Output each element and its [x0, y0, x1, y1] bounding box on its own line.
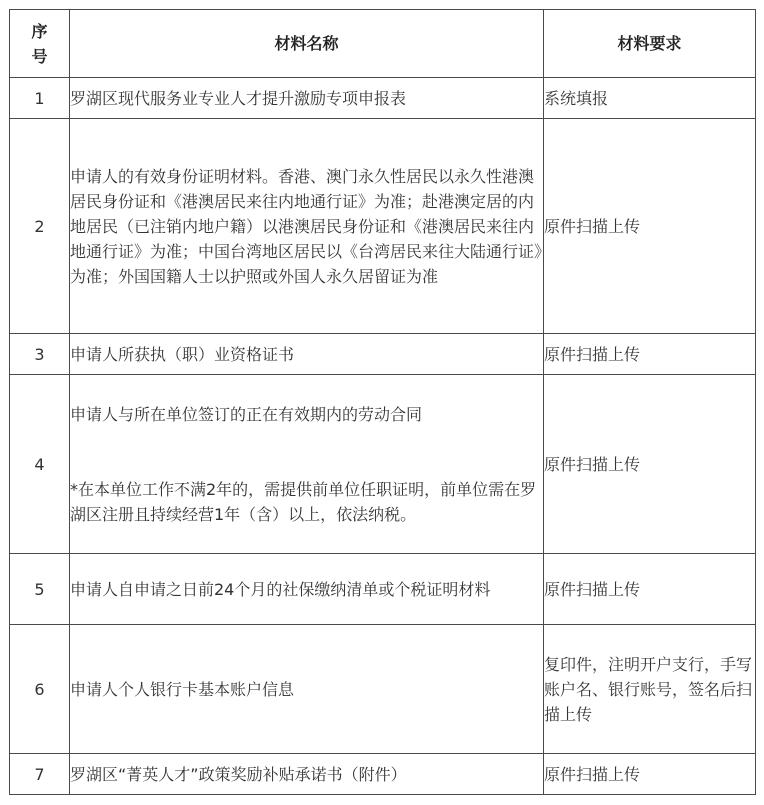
row-material-name: 申请人的有效身份证明材料。香港、澳门永久性居民以永久性港澳居民身份证和《港澳居民来往内地通行证》为准；赴港澳定居的内地居民（已注销内地户籍）以港澳居民身份证和《港澳居民来往内地通行证》为准；中国台湾地区居民以《台湾居民来往大陆通行证》为准；外国国籍人士以护照或外国人永久居留证为准 [70, 119, 544, 334]
row-material-name: 罗湖区“菁英人才”政策奖励补贴承诺书（附件） [70, 754, 544, 795]
row-requirement: 系统填报 [544, 78, 756, 119]
table-row [10, 625, 756, 754]
row-number: 6 [10, 625, 70, 754]
row-requirement: 原件扫描上传 [544, 334, 756, 375]
row-requirement: 原件扫描上传 [544, 754, 756, 795]
spacer [70, 427, 543, 477]
table-row [10, 334, 756, 375]
row-material-name: 申请人所获执（职）业资格证书 [70, 334, 544, 375]
header-serial-line1: 序 [31, 21, 48, 41]
row-material-name-with-note [70, 375, 544, 554]
row-material-name: 罗湖区现代服务业专业人才提升激励专项申报表 [70, 78, 544, 119]
row-number: 2 [10, 119, 70, 334]
table-row [10, 78, 756, 119]
row-number: 4 [10, 375, 70, 554]
row-requirement: 原件扫描上传 [544, 119, 756, 334]
row-material-name: 申请人与所在单位签订的正在有效期内的劳动合同 [70, 404, 423, 424]
row-requirement: 原件扫描上传 [544, 375, 756, 554]
row-requirement: 原件扫描上传 [544, 554, 756, 625]
row-material-note: *在本单位工作不满2年的，需提供前单位任职证明，前单位需在罗湖区注册且持续经营1年（含）以上，依法纳税。 [70, 479, 537, 524]
row-number: 7 [10, 754, 70, 795]
table-row [10, 119, 756, 334]
materials-table [9, 9, 756, 795]
row-number: 5 [10, 554, 70, 625]
row-requirement: 复印件，注明开户支行，手写账户名、银行账号，签名后扫描上传 [544, 625, 756, 754]
header-material-name: 材料名称 [70, 10, 544, 78]
table-row [10, 754, 756, 795]
table-row [10, 554, 756, 625]
header-material-requirement: 材料要求 [544, 10, 756, 78]
row-material-name: 申请人自申请之日前24个月的社保缴纳清单或个税证明材料 [70, 554, 544, 625]
header-serial-line2: 号 [31, 46, 48, 66]
row-material-name: 申请人个人银行卡基本账户信息 [70, 625, 544, 754]
table-header-row [10, 10, 756, 78]
table-row [10, 375, 756, 554]
header-serial-number [10, 10, 70, 78]
row-number: 1 [10, 78, 70, 119]
row-number: 3 [10, 334, 70, 375]
